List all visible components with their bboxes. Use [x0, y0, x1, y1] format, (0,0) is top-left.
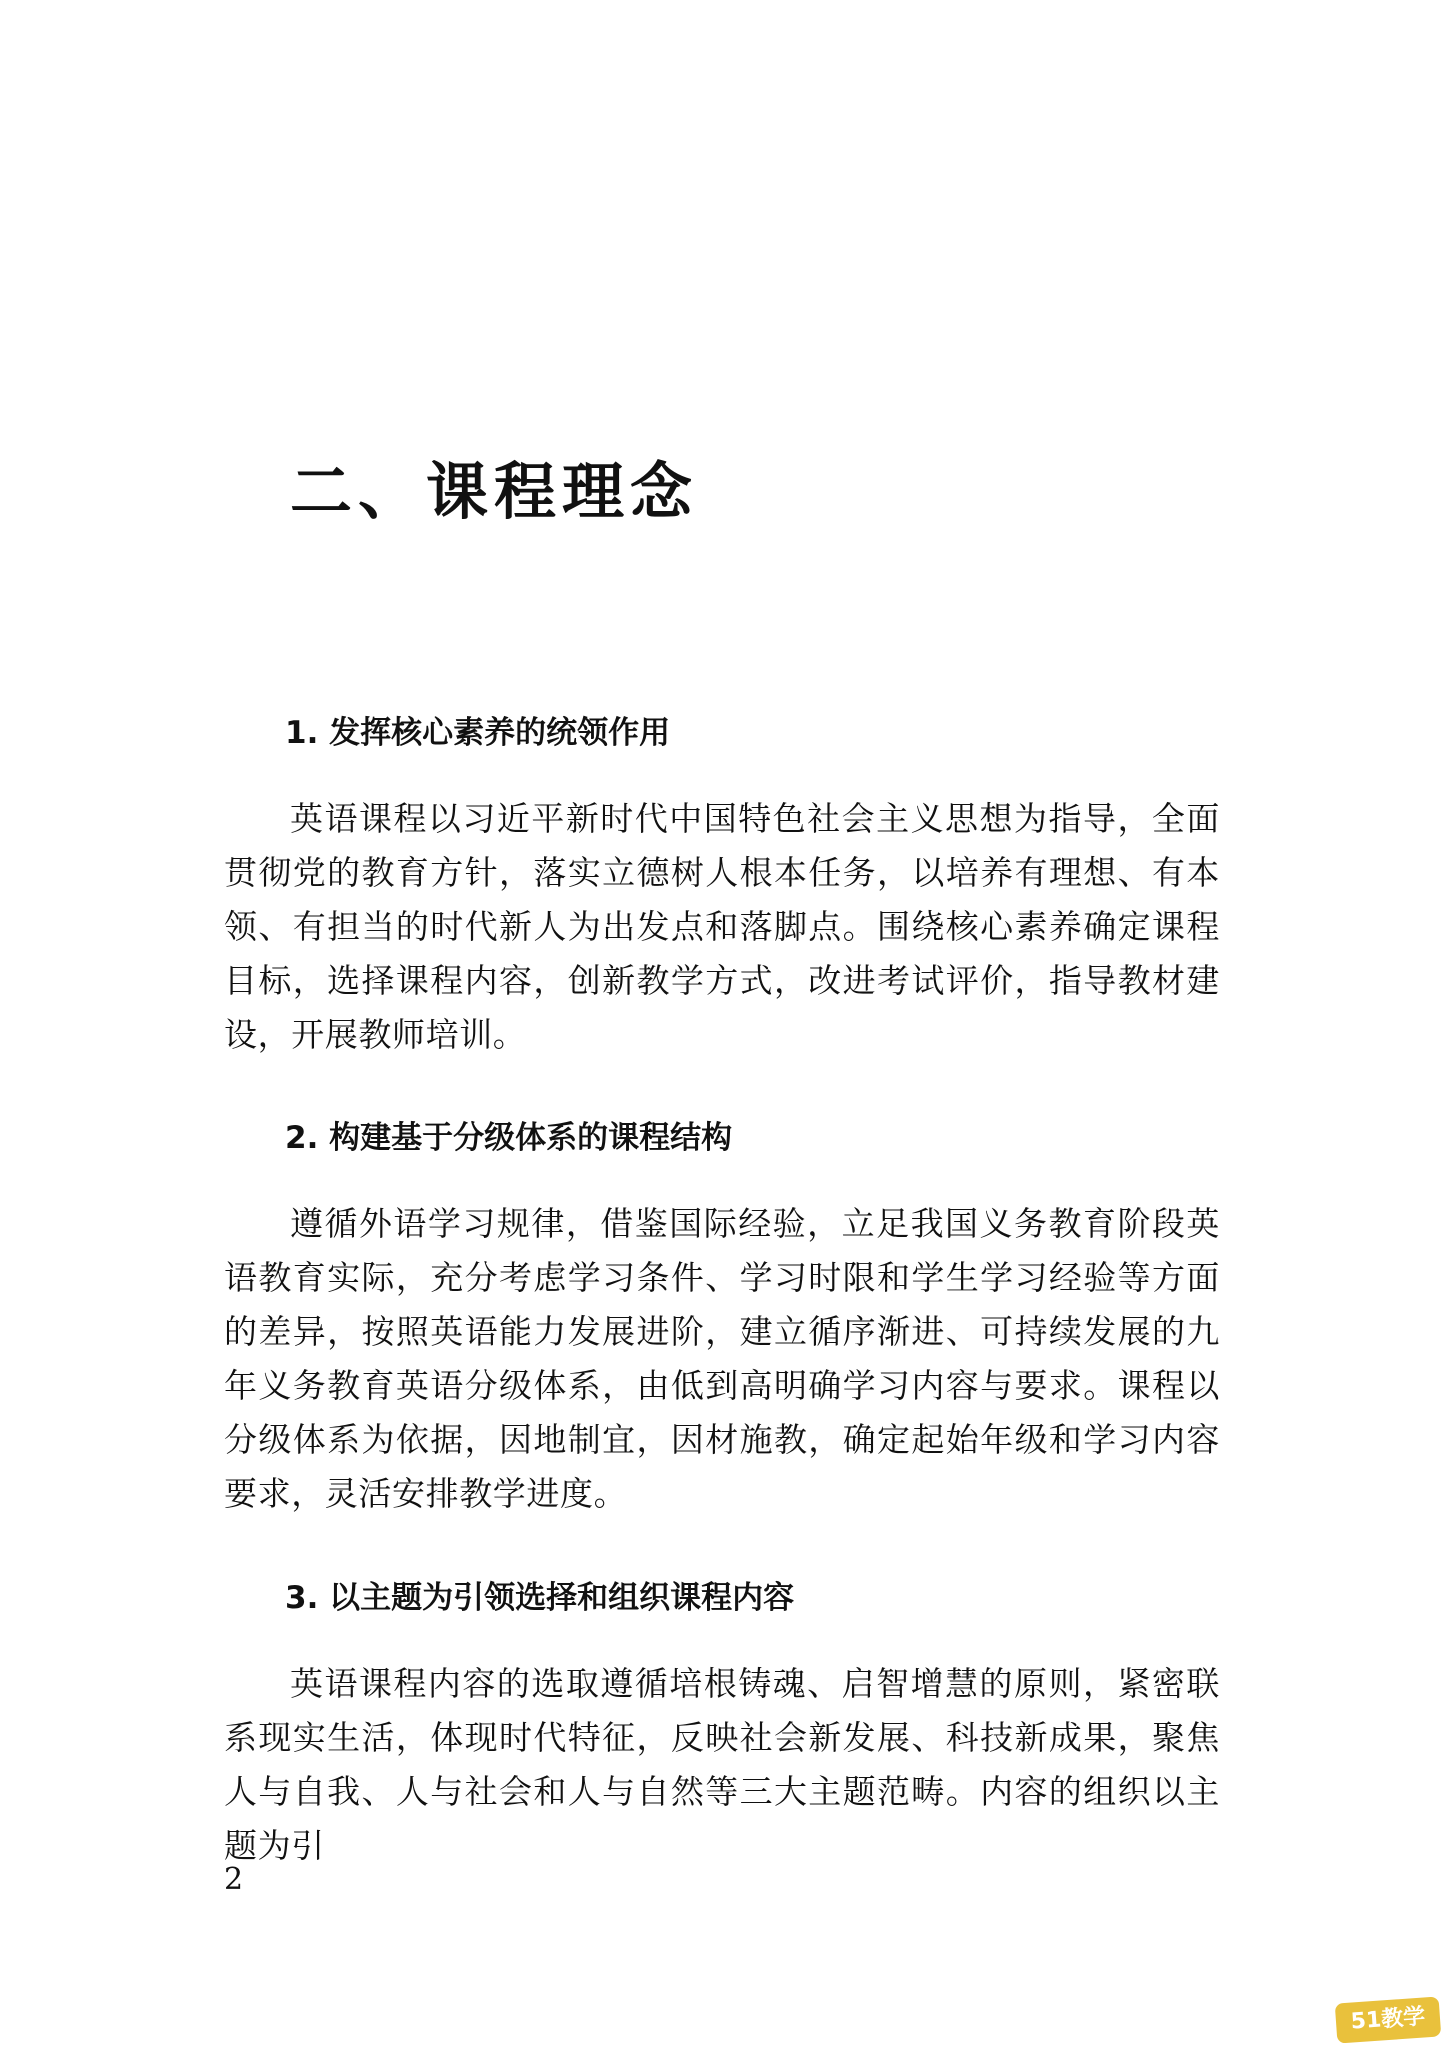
page-number: 2 [224, 1862, 244, 1897]
section-heading: 2. 构建基于分级体系的课程结构 [285, 1120, 733, 1156]
section-paragraph: 英语课程以习近平新时代中国特色社会主义思想为指导，全面贯彻党的教育方针，落实立德树人根本任务，以培养有理想、有本领、有担当的时代新人为出发点和落脚点。围绕核心素养确定课程目标，选择课程内容，创新教学方式，改进考试评价，指导教材建设，开展教师培训。 [224, 799, 1220, 1055]
section-paragraph: 遵循外语学习规律，借鉴国际经验，立足我国义务教育阶段英语教育实际，充分考虑学习条件、学习时限和学生学习经验等方面的差异，按照英语能力发展进阶，建立循序渐进、可持续发展的九年义务教育英语分级体系，由低到高明确学习内容与要求。课程以分级体系为依据，因地制宜，因材施教，确定起始年级和学习内容要求，灵活安排教学进度。 [224, 1204, 1220, 1514]
section-1 [224, 715, 1224, 1062]
watermark-logo: 51教学 [1335, 1996, 1442, 2043]
section-paragraph: 英语课程内容的选取遵循培根铸魂、启智增慧的原则，紧密联系现实生活，体现时代特征，反映社会新发展、科技新成果，聚焦人与自我、人与社会和人与自然等三大主题范畴。内容的组织以主题为引 [224, 1664, 1220, 1866]
section-3 [224, 1580, 1224, 1873]
section-2 [224, 1120, 1224, 1521]
section-heading: 1. 发挥核心素养的统领作用 [285, 715, 671, 751]
chapter-title: 二、课程理念 [290, 455, 699, 528]
section-heading: 3. 以主题为引领选择和组织课程内容 [285, 1580, 795, 1616]
